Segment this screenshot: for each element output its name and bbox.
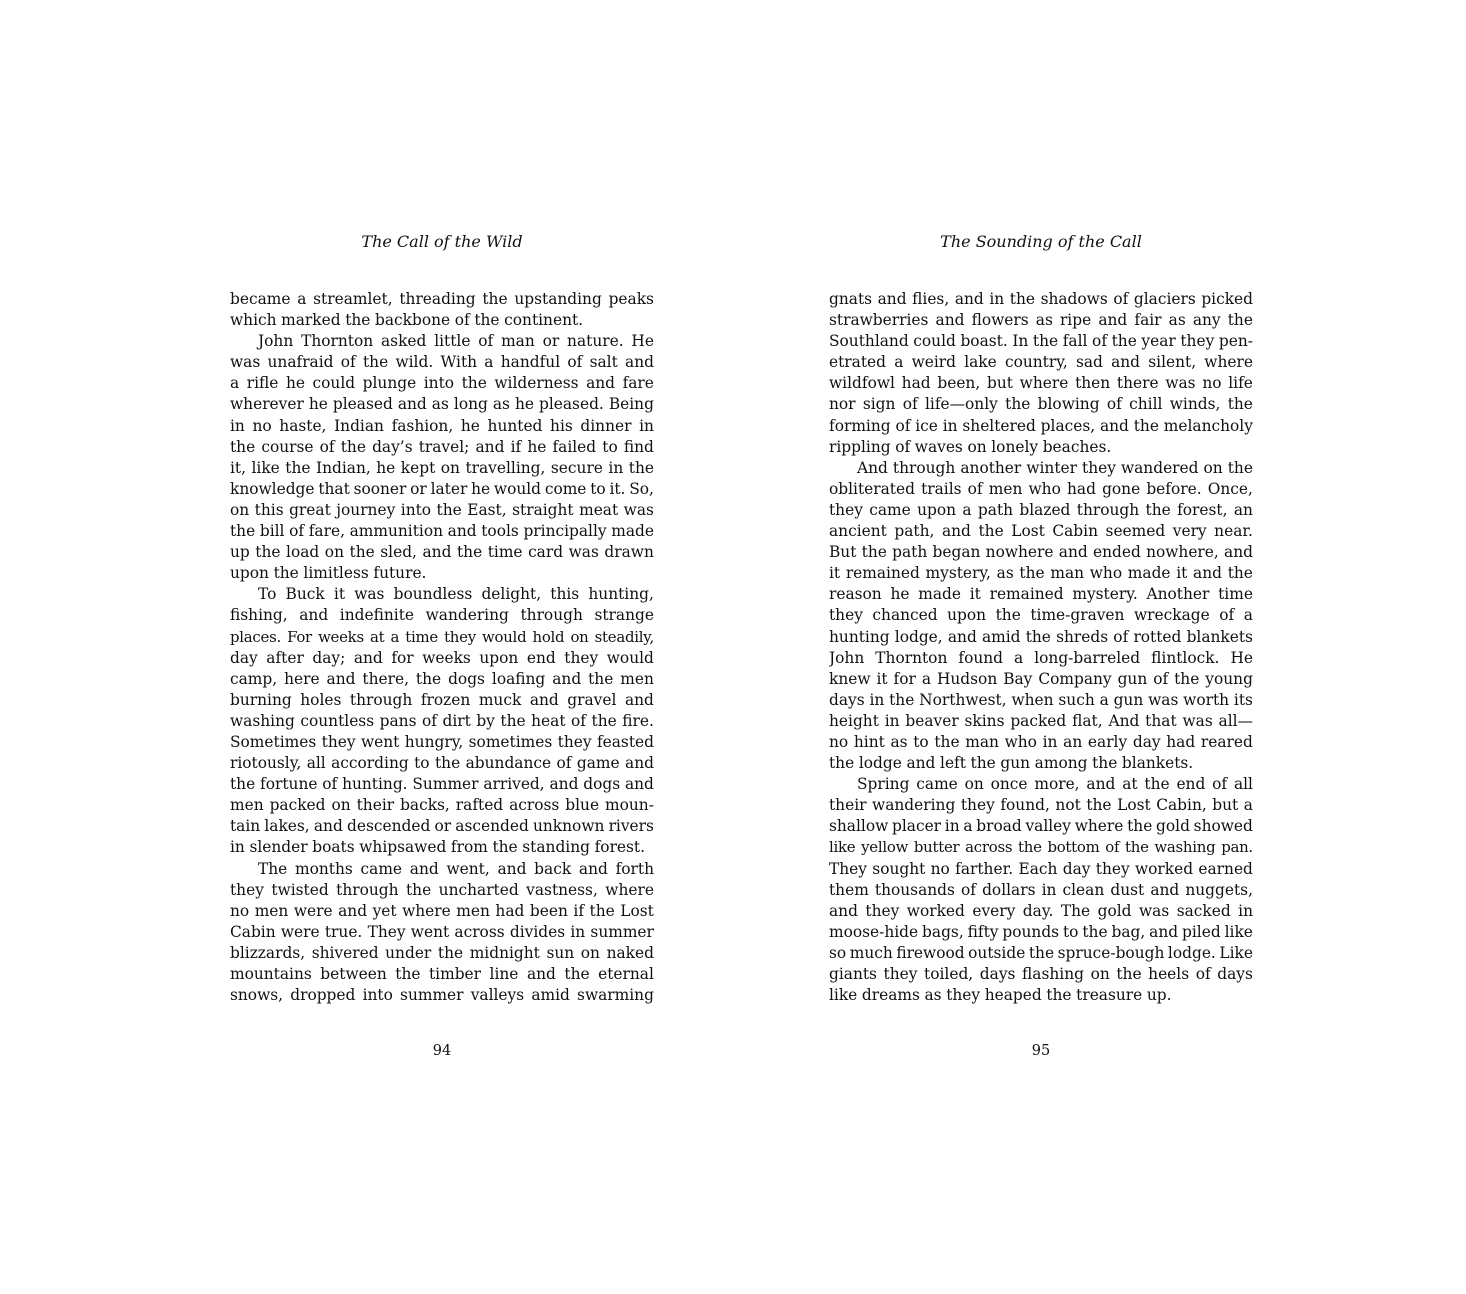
text-line: And through another winter they wandered on the	[857, 458, 1253, 477]
text-line: they twisted through the uncharted vastness, where	[230, 880, 654, 899]
text-line: day after day; and for weeks upon end they would	[230, 648, 654, 667]
text-line: The months came and went, and back and forth	[258, 859, 654, 878]
page-number: 95	[1031, 1043, 1051, 1059]
text-line: the fortune of hunting. Summer arrived, and dogs and	[230, 775, 654, 794]
body-text	[230, 289, 654, 1006]
text-line: men packed on their backs, rafted across blue moun-	[230, 796, 654, 815]
text-line: mountains between the timber line and the eternal	[230, 965, 654, 983]
text-line: them thousands of dollars in clean dust and nuggets,	[829, 880, 1253, 899]
text-line: Sometimes they went hungry, sometimes they feasted	[230, 732, 654, 751]
text-line: a rifle he could plunge into the wilderness and fare	[230, 374, 654, 393]
text-line: it, like the Indian, he kept on travelling, secure in the	[230, 458, 654, 477]
text-line: upon the limitless future.	[230, 564, 427, 583]
text-line: on this great journey into the East, straight meat was	[230, 500, 654, 519]
text-line: no men were and yet where men had been if the Lost	[230, 901, 654, 920]
left-page	[230, 0, 654, 1294]
text-line: forming of ice in sheltered places, and the melancholy	[829, 416, 1253, 435]
text-line: obliterated trails of men who had gone before. Once,	[829, 479, 1253, 498]
text-line: Cabin were true. They went across divides in summer	[230, 922, 654, 941]
text-line: ancient path, and the Lost Cabin seemed very near.	[829, 522, 1253, 541]
text-line: To Buck it was boundless delight, this hunting,	[258, 585, 654, 604]
text-line: was unafraid of the wild. With a handful of salt and	[230, 353, 654, 372]
text-line: places. For weeks at a time they would hold on steadily,	[230, 627, 654, 646]
text-line: blizzards, shivered under the midnight sun on naked	[230, 943, 654, 962]
text-line: became a streamlet, threading the upstanding peaks	[230, 290, 654, 308]
text-line: they came upon a path blazed through the forest, an	[829, 500, 1253, 519]
text-line: snows, dropped into summer valleys amid swarming	[230, 986, 654, 1005]
text-line: in slender boats whipsawed from the standing forest.	[230, 838, 646, 857]
text-line: it remained mystery, as the man who made it and the	[829, 564, 1253, 583]
text-line: rippling of waves on lonely beaches.	[829, 437, 1112, 456]
text-line: nor sign of life—only the blowing of chill winds, the	[829, 395, 1253, 414]
text-line: knowledge that sooner or later he would come to it. So,	[230, 479, 654, 498]
text-line: burning holes through frozen muck and gravel and	[230, 690, 654, 709]
running-head: The Call of the Wild	[361, 232, 523, 251]
text-line: in no haste, Indian fashion, he hunted his dinner in	[230, 416, 654, 435]
text-line: John Thornton asked little of man or nature. He	[258, 332, 654, 351]
body-text	[829, 289, 1253, 1006]
running-head: The Sounding of the Call	[940, 232, 1142, 251]
text-line: like yellow butter across the bottom of the washing pan.	[829, 838, 1253, 857]
text-line: tain lakes, and descended or ascended unknown rivers	[230, 817, 654, 836]
text-line: giants they toiled, days flashing on the heels of days	[829, 965, 1253, 983]
text-line: camp, here and there, the dogs loafing and the men	[230, 669, 654, 688]
text-line: height in beaver skins packed flat, And that was all—	[829, 711, 1253, 730]
text-line: gnats and flies, and in the shadows of glaciers picked	[829, 290, 1253, 308]
text-line: days in the Northwest, when such a gun was worth its	[829, 690, 1253, 709]
text-line: the bill of fare, ammunition and tools principally made	[230, 522, 654, 541]
text-line: their wandering they found, not the Lost Cabin, but a	[829, 796, 1253, 815]
text-line: etrated a weird lake country, sad and silent, where	[829, 353, 1253, 372]
text-line: shallow placer in a broad valley where the gold showed	[829, 817, 1253, 836]
text-line: washing countless pans of dirt by the heat of the fire.	[230, 711, 654, 730]
text-line: moose-hide bags, fifty pounds to the bag, and piled like	[829, 922, 1253, 941]
text-line: no hint as to the man who in an early day had reared	[829, 732, 1253, 751]
text-line: fishing, and indefinite wandering through strange	[230, 606, 654, 625]
text-line: John Thornton found a long-barreled flintlock. He	[829, 648, 1253, 667]
right-page	[829, 0, 1253, 1294]
page-number: 94	[432, 1043, 452, 1059]
text-line: wherever he pleased and as long as he pleased. Being	[230, 395, 654, 414]
text-line: strawberries and flowers as ripe and fair as any the	[829, 311, 1253, 330]
text-line: reason he made it remained mystery. Another time	[829, 585, 1253, 604]
text-line: which marked the backbone of the continent.	[230, 311, 584, 330]
text-line: But the path began nowhere and ended nowhere, and	[829, 543, 1253, 562]
text-line: the course of the day’s travel; and if he failed to find	[230, 437, 654, 456]
text-line: up the load on the sled, and the time card was drawn	[230, 543, 654, 562]
text-line: riotously, all according to the abundance of game and	[230, 754, 654, 773]
text-line: the lodge and left the gun among the blankets.	[829, 754, 1194, 773]
text-line: so much firewood outside the spruce-bough lodge. Like	[829, 943, 1253, 962]
text-line: wildfowl had been, but where then there was no life	[829, 374, 1253, 393]
text-line: and they worked every day. The gold was sacked in	[829, 901, 1253, 920]
text-line: hunting lodge, and amid the shreds of rotted blankets	[829, 627, 1253, 646]
text-line: knew it for a Hudson Bay Company gun of the young	[829, 669, 1253, 688]
text-line: They sought no farther. Each day they worked earned	[829, 859, 1253, 878]
text-line: Spring came on once more, and at the end of all	[857, 775, 1253, 794]
text-line: they chanced upon the time-graven wreckage of a	[829, 606, 1253, 625]
text-line: Southland could boast. In the fall of the year they pen-	[829, 332, 1253, 351]
text-line: like dreams as they heaped the treasure up.	[829, 986, 1172, 1005]
